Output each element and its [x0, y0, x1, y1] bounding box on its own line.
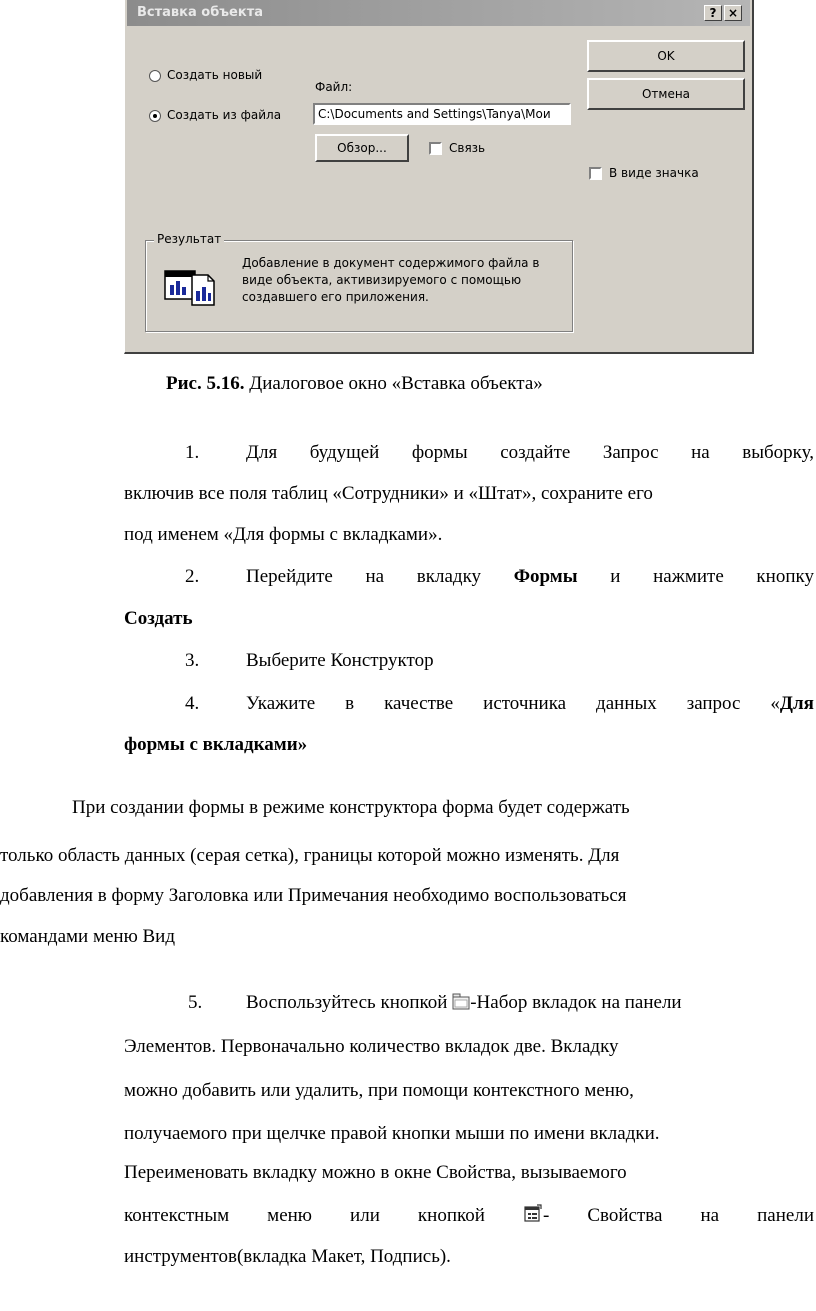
step-2-line-1 — [246, 565, 814, 589]
step-number: 1. — [185, 442, 200, 463]
word: в — [345, 693, 355, 714]
result-line: создавшего его приложения. — [242, 290, 429, 304]
tab-control-icon — [452, 993, 470, 1017]
result-line: Добавление в документ содержимого файла в — [242, 256, 540, 270]
word: кнопкой — [417, 1205, 485, 1226]
browse-button[interactable]: Обзор... — [315, 134, 409, 162]
step-5-line-6 — [124, 1204, 814, 1230]
word: Укажите — [246, 693, 316, 714]
step-5-line-5: Переименовать вкладку можно в окне Свойства, вызываемого — [124, 1162, 627, 1183]
result-groupbox — [145, 232, 573, 332]
radio-create-from-file-label: Создать из файла — [167, 108, 282, 122]
step-1-line-1 — [246, 441, 814, 465]
step-5-line-3: можно добавить или удалить, при помощи контекстного меню, — [124, 1080, 634, 1101]
link-checkbox-label: Связь — [449, 141, 486, 155]
file-label: Файл: — [315, 80, 353, 94]
close-button[interactable]: × — [724, 5, 742, 21]
word: запрос — [686, 693, 741, 714]
word: и — [610, 566, 621, 587]
paragraph-line-1: При создании формы в режиме конструктора форма будет содержать — [72, 797, 630, 818]
step-number: 2. — [185, 566, 200, 587]
step-2-line-2: Создать — [124, 608, 193, 629]
step-5-text-a: Воспользуйтесь кнопкой — [246, 992, 448, 1013]
caption-text: Диалоговое окно «Вставка объекта» — [244, 373, 543, 394]
word: или — [350, 1205, 380, 1226]
dialog-title: Вставка объекта — [137, 5, 263, 20]
result-line: виде объекта, активизируемого с помощью — [242, 273, 522, 287]
result-title: Результат — [154, 232, 224, 246]
result-description — [242, 255, 562, 306]
link-checkbox[interactable] — [429, 142, 442, 155]
dialog-titlebar — [127, 0, 750, 26]
radio-create-from-file[interactable] — [149, 110, 161, 122]
quote: « — [770, 693, 780, 714]
display-as-icon-checkbox[interactable] — [589, 167, 602, 180]
step-5-text-b: -Набор вкладок на панели — [470, 992, 682, 1013]
word — [770, 692, 814, 716]
word: источника — [483, 693, 567, 714]
word: качестве — [384, 693, 454, 714]
paragraph-line-3: добавления в форму Заголовка или Примечания необходимо воспользоваться — [0, 885, 627, 906]
step-4-line-1 — [246, 692, 814, 716]
word: будущей — [309, 442, 380, 463]
word: нажмите — [653, 566, 724, 587]
word: вкладку — [416, 566, 482, 587]
word: контекстным — [124, 1205, 230, 1226]
word: панели — [757, 1205, 814, 1226]
word: Перейдите — [246, 566, 333, 587]
ok-button[interactable]: OK — [587, 40, 745, 72]
figure-caption — [166, 372, 543, 396]
properties-icon — [523, 1204, 543, 1230]
step-5-line-4: получаемого при щелчке правой кнопки мыши по имени вкладки. — [124, 1123, 660, 1144]
word: создайте — [500, 442, 571, 463]
step-1-line-2: включив все поля таблиц «Сотрудники» и «Штат», сохраните его — [124, 483, 653, 504]
cancel-button[interactable]: Отмена — [587, 78, 745, 110]
step-number: 5. — [188, 992, 203, 1013]
file-path-input[interactable]: C:\Documents and Settings\Tanya\Мои — [313, 103, 571, 125]
step-5-line-1 — [246, 991, 682, 1017]
word: выборку, — [742, 442, 814, 463]
word: формы — [411, 442, 468, 463]
dash: - — [542, 1205, 550, 1226]
step-number: 4. — [185, 693, 200, 714]
word — [523, 1204, 549, 1230]
caption-number: Рис. 5.16. — [166, 373, 245, 394]
radio-create-new[interactable] — [149, 70, 161, 82]
word: на — [700, 1205, 720, 1226]
display-as-icon-label: В виде значка — [609, 166, 699, 180]
word: Запрос — [602, 442, 659, 463]
step-3-text: Выберите Конструктор — [246, 650, 434, 671]
word-bold: Формы — [513, 566, 578, 587]
paragraph-line-4: командами меню Вид — [0, 926, 176, 947]
step-5-line-2: Элементов. Первоначально количество вкладок две. Вкладку — [124, 1036, 619, 1057]
embedded-object-icon — [164, 267, 216, 310]
help-button[interactable]: ? — [704, 5, 722, 21]
step-5-line-7: инструментов(вкладка Макет, Подпись). — [124, 1246, 451, 1267]
word: меню — [267, 1205, 312, 1226]
word: на — [691, 442, 710, 463]
step-4-line-2: формы с вкладками» — [124, 734, 308, 755]
word: кнопку — [756, 566, 814, 587]
word: данных — [596, 693, 657, 714]
radio-create-new-label: Создать новый — [167, 68, 263, 82]
word-bold: Для — [779, 693, 814, 714]
step-1-line-3: под именем «Для формы с вкладками». — [124, 524, 443, 545]
step-number: 3. — [185, 650, 200, 671]
word: Для — [246, 442, 278, 463]
paragraph-line-2: только область данных (серая сетка), границы которой можно изменять. Для — [0, 845, 620, 866]
word: на — [365, 566, 385, 587]
word: Свойства — [587, 1205, 663, 1226]
insert-object-dialog — [124, 0, 754, 354]
